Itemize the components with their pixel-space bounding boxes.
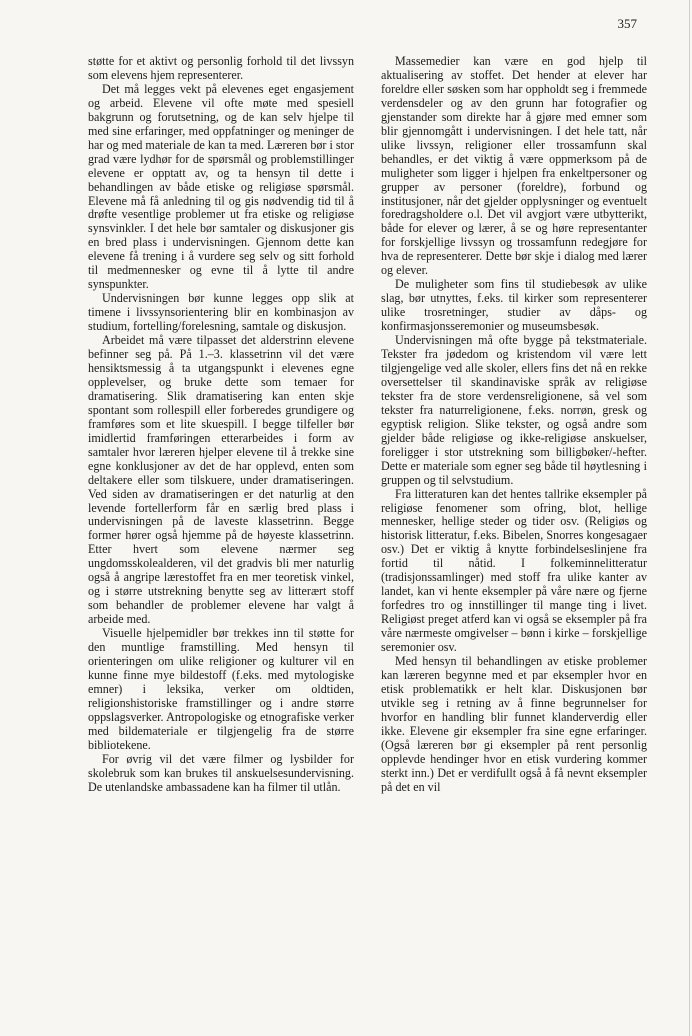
- paragraph: For øvrig vil det være filmer og lysbilder for skolebruk som kan brukes til anskuelsesundervisning. De utenlandske ambassadene kan ha filmer til utlån.: [88, 751, 354, 794]
- left-column: [88, 55, 354, 795]
- paragraph: Massemedier kan være en god hjelp til aktualisering av stoffet. Det hender at elever har foreldre eller søsken som har oppholdt seg i fremmede verdensdeler og av den grunn har fotografier og gjenstander som direkte har å gjøre med emner som blir gjennomgått i undervisningen. I det hele tatt, når ulike livssyn, religioner eller trossamfunn skal behandles, er det viktig å være oppmerksom på de muligheter som ligger i hjelpen fra enkeltpersoner og grupper av personer (foreldre), forbund og institusjoner, når det gjelder opplysninger og eventuelt foredragsholdere o.l. Det vil avgjort være utbytterikt, både for elever og lærer, å se og høre representanter for forskjellige livssyn og trossamfunn redegjøre for hva de representerer. Dette bør skje i dialog med lærer og elever.: [381, 54, 647, 278]
- paragraph: støtte for et aktivt og personlig forhold til det livssyn som elevens hjem representerer.: [88, 54, 354, 82]
- right-column: [381, 55, 647, 795]
- paragraph: Visuelle hjelpemidler bør trekkes inn til støtte for den muntlige framstilling. Med hensyn til orienteringen om ulike religioner og kulturer vil en kunne finne mye bildestoff (f.eks. med mytologiske emner) i leksika, verker om oldtiden, religionshistoriske framstillinger og i andre større oppslagsverker. Antropologiske og etnografiske verker med bildemateriale er tilgjengelig fra de større bibliotekene.: [88, 626, 354, 752]
- page-number: 357: [617, 16, 637, 31]
- paragraph: Fra litteraturen kan det hentes tallrike eksempler på religiøse fenomener som ofring, blot, hellige mennesker, hellige steder og tider osv. (Religiøs og historisk litteratur, f.eks. Bibelen, Snorres kongesagaer osv.) Det er viktig å knytte forbindelseslinjene fra fortid til nåtid. I folkeminnelitteratur (tradisjonssamlinger) med stoff fra ulike kanter av landet, kan vi hente eksempler på våre nære og fjerne forfedres tro og innstillinger til mange ting i livet. Religiøst preget atferd kan vi også se eksempler på fra våre nærmeste omgivelser – bønn i kirke – forskjellige seremonier osv.: [381, 486, 647, 655]
- paragraph: Arbeidet må være tilpasset det alderstrinn elevene befinner seg på. På 1.–3. klassetrinn vil det være hensiktsmessig å ta utgangspunkt i elevenes egne opplevelser, og bruke dette som temaer for dramatisering. Slik dramatisering kan enten skje spontant som rollespill eller forberedes grundigere og framføres som et lite skuespill. I begge tilfeller bør imidlertid framføringen etterarbeides i form av samtaler hvor læreren hjelper elevene til å trekke sine egne konklusjoner av det de har opplevd, enten som deltakere eller som tilskuere, under dramatiseringen. Ved siden av dramatiseringen er det naturlig at den levende fortellerform får en særlig bred plass i undervisningen på de laveste klassetrinn. Begge former hører også hjemme på de høyeste klassetrinn. Etter hvert som elevene nærmer seg ungdomsskolealderen, vil det gradvis bli mer naturlig også å angripe lærestoffet fra en mer teoretisk vinkel, og i større utstrekning benytte seg av litterært stoff som behandler de problemer elevene har valgt å arbeide med.: [88, 333, 354, 627]
- scan-edge-line: [689, 0, 690, 1036]
- paragraph: Med hensyn til behandlingen av etiske problemer kan læreren begynne med et par eksempler hvor en etisk problematikk er helt klar. Diskusjonen bør utvikle seg i retning av å finne begrunnelser for hvorfor en handling blir funnet klanderverdig eller ikke. Elevene gir eksempler fra sine egne erfaringer. (Også læreren bør gi eksempler på rent personlig opplevde hendinger hvor en etisk vurdering kommer sterkt inn.) Det er verdifullt også å få nevnt eksempler på det en vil: [381, 653, 647, 794]
- paragraph: Undervisningen bør kunne legges opp slik at timene i livssynsorientering blir en kombinasjon av studium, fortelling/forelesning, samtale og diskusjon.: [88, 291, 354, 334]
- paragraph: Undervisningen må ofte bygge på tekstmateriale. Tekster fra jødedom og kristendom vil være lett tilgjengelige ved alle skoler, ellers fins det nå en rekke oversettelser til skandinaviske språk av religiøse tekster fra de store verdensreligionene, så vel som tekster fra naturreligionene, f.eks. norrøn, gresk og egyptisk religion. Slike tekster, og også andre som gjelder både religiøse og ikke-religiøse anskuelser, foreligger i stor utstrekning som billigbøker/-hefter. Dette er materiale som egner seg både til høytlesning i gruppen og til selvstudium.: [381, 333, 647, 487]
- paragraph: De muligheter som fins til studiebesøk av ulike slag, bør utnyttes, f.eks. til kirker som representerer ulike trosretninger, studier av dåps- og konfirmasjonsseremonier og museumsbesøk.: [381, 277, 647, 334]
- paragraph: Det må legges vekt på elevenes eget engasjement og arbeid. Elevene vil ofte møte med spesiell bakgrunn og forutsetning, og de kan selv hjelpe til med sine erfaringer, med oppfatninger og meninger de har og med materiale de kan ta med. Læreren bør i stor grad være lydhør for de spørsmål og problemstillinger elevene er opptatt av, og ta hensyn til dette i behandlingen av både etiske og religiøse spørsmål. Elevene må få anledning til og gis nødvendig tid til å drøfte vesentlige problemer ut fra etiske og religiøse synsvinkler. I det hele bør samtaler og diskusjoner gis en bred plass i undervisningen. Gjennom dette kan elevene få trening i å vurdere seg selv og sitt forhold til medmennesker og evne til å lytte til andre synspunkter.: [88, 81, 354, 292]
